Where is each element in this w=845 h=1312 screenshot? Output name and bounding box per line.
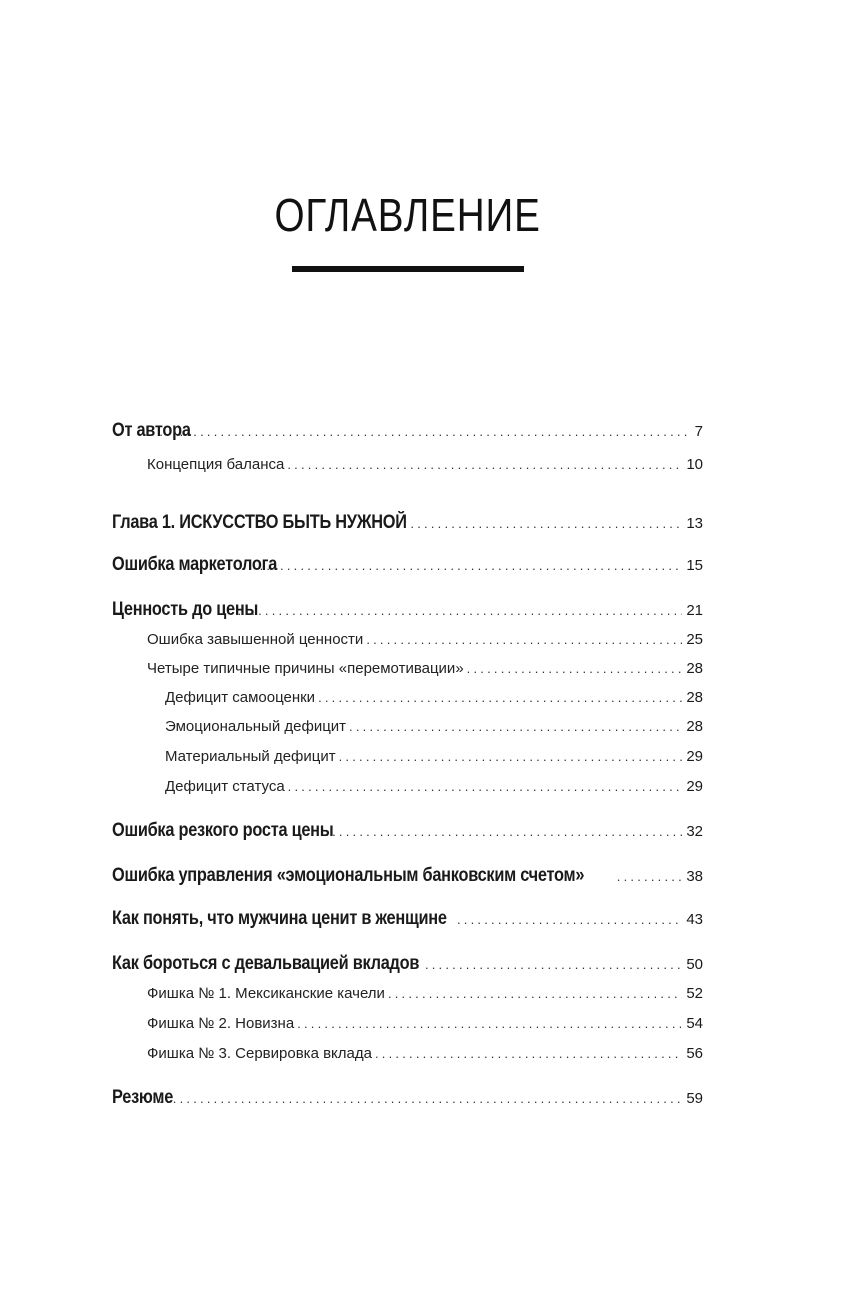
toc-entry-status-deficit[interactable] — [112, 778, 703, 795]
toc-page-number: 59 — [686, 1090, 703, 1107]
toc-page-number: 7 — [694, 423, 703, 440]
toc-page-number: 50 — [686, 956, 703, 973]
toc-entry-label: Ошибка резкого роста цены — [112, 820, 334, 841]
dot-leader — [375, 1046, 682, 1061]
page-title: ОГЛАВЛЕНИЕ — [274, 189, 541, 241]
toc-entry-label: Эмоциональный дефицит — [165, 718, 347, 735]
toc-page-number: 38 — [686, 868, 703, 885]
toc-entry-label: Ошибка завышенной ценности — [147, 631, 364, 648]
toc-page-number: 29 — [686, 778, 703, 795]
toc-entry-label: Четыре типичные причины «перемотивации» — [147, 660, 464, 677]
toc-entry-label: Резюме — [112, 1087, 174, 1108]
toc-page-number: 25 — [686, 631, 703, 648]
toc-entry-summary[interactable] — [112, 1087, 703, 1109]
toc-page-number: 28 — [686, 689, 703, 706]
toc-entry-what-man-values[interactable] — [112, 908, 703, 930]
dot-leader — [457, 912, 682, 927]
dot-leader — [388, 986, 682, 1001]
toc-entry-material-deficit[interactable] — [112, 748, 703, 765]
dot-leader — [260, 558, 683, 573]
toc-entry-overvalued[interactable] — [112, 631, 703, 648]
dot-leader — [288, 779, 683, 794]
toc-entry-label: Фишка № 3. Сервировка вклада — [147, 1045, 372, 1062]
dot-leader — [238, 603, 683, 618]
title-underline — [292, 266, 524, 272]
dot-leader — [139, 1091, 683, 1106]
toc-entry-label: Дефицит самооценки — [165, 689, 316, 706]
dot-leader — [159, 424, 690, 439]
toc-entry-label: Дефицит статуса — [165, 778, 285, 795]
toc-page-number: 54 — [686, 1015, 703, 1032]
toc-entry-emotional-bank-account[interactable] — [112, 865, 703, 887]
dot-leader — [339, 749, 683, 764]
toc-entry-label: Как понять, что мужчина ценит в женщине — [112, 908, 447, 929]
dot-leader — [325, 824, 682, 839]
dot-leader — [617, 869, 683, 884]
dot-leader — [287, 457, 682, 472]
toc-page-number: 13 — [686, 515, 703, 532]
toc-entry-marketer-mistake[interactable] — [112, 554, 703, 576]
toc-page-number: 28 — [686, 718, 703, 735]
dot-leader — [349, 719, 682, 734]
toc-entry-sharp-price-growth[interactable] — [112, 820, 703, 842]
dot-leader — [318, 690, 682, 705]
toc-entry-label: Материальный дефицит — [165, 748, 336, 765]
toc-entry-four-reasons[interactable] — [112, 660, 703, 677]
toc-entry-emotional-deficit[interactable] — [112, 718, 703, 735]
toc-entry-label: От автора — [112, 420, 191, 441]
toc-entry-deposit-devaluation[interactable] — [112, 953, 703, 975]
toc-page-number: 32 — [686, 823, 703, 840]
toc-entry-label: Ошибка маркетолога — [112, 554, 278, 575]
dot-leader — [366, 632, 682, 647]
toc-page-number: 15 — [686, 557, 703, 574]
toc-entry-from-author[interactable] — [112, 420, 703, 442]
dot-leader — [467, 661, 683, 676]
toc-entry-label: Как бороться с девальвацией вкладов — [112, 953, 420, 974]
toc-page-number: 52 — [686, 985, 703, 1002]
dot-leader — [425, 957, 682, 972]
toc-page-number: 56 — [686, 1045, 703, 1062]
toc-page-number: 29 — [686, 748, 703, 765]
toc-entry-label: Концепция баланса — [147, 456, 285, 473]
toc-entry-self-esteem-deficit[interactable] — [112, 689, 703, 706]
toc-entry-trick-3[interactable] — [112, 1045, 703, 1062]
toc-entry-label: Глава 1. ИСКУССТВО БЫТЬ НУЖНОЙ — [112, 512, 407, 533]
toc-page-number: 43 — [686, 911, 703, 928]
toc-page-number: 10 — [686, 456, 703, 473]
toc-entry-trick-1[interactable] — [112, 985, 703, 1002]
toc-page-number: 21 — [686, 602, 703, 619]
toc-entry-label: Ошибка управления «эмоциональным банковским счетом» — [112, 865, 585, 886]
toc-entry-label: Фишка № 2. Новизна — [147, 1015, 295, 1032]
toc-entry-chapter-1[interactable] — [112, 512, 703, 534]
dot-leader — [410, 516, 682, 531]
toc-entry-label: Фишка № 1. Мексиканские качели — [147, 985, 385, 1002]
toc-entry-label: Ценность до цены — [112, 599, 259, 620]
toc-entry-value-before-price[interactable] — [112, 599, 703, 621]
toc-entry-trick-2[interactable] — [112, 1015, 703, 1032]
dot-leader — [297, 1016, 682, 1031]
toc-page-number: 28 — [686, 660, 703, 677]
toc-entry-balance-concept[interactable] — [112, 456, 703, 473]
